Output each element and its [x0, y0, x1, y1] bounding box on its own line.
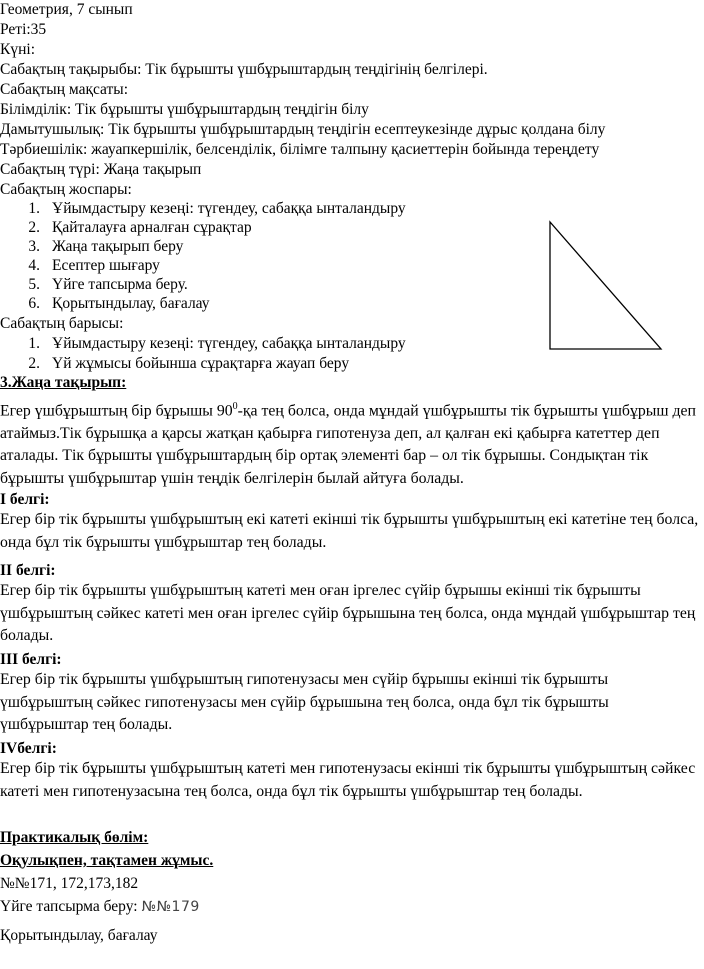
plan-item: Ұйымдастыру кезеңі: түгендеу, сабаққа ынталандыру [52, 200, 406, 217]
homework-line [0, 899, 200, 915]
practice-tasks: №№171, 172,173,182 [0, 875, 139, 892]
practice-subheading: Оқулықпен, тақтамен жұмыс. [0, 852, 214, 869]
new-topic-heading: 3.Жаңа тақырып: [0, 374, 127, 391]
plan-item-number: 4. [28, 257, 40, 274]
plan-item: Қайталауға арналған сұрақтар [52, 219, 252, 236]
closing-line: Қорытындылау, бағалау [0, 927, 158, 944]
date-line: Күні: [0, 41, 35, 58]
lesson-type: Сабақтың түрі: Жаңа тақырып [0, 161, 202, 178]
plan-item: Есептер шығару [52, 257, 160, 274]
topic-line: Сабақтың тақырыбы: Тік бұрышты үшбұрыштардың теңдігінің белгілері. [0, 61, 488, 78]
goal-educational: Білімділік: Тік бұрышты үшбұрыштардың теңдігін білу [0, 101, 369, 118]
sign-4-text: Егер бір тік бұрышты үшбұрыштың катеті мен гипотенузасы екінші тік бұрышты үшбұрыштың сәйкес катеті мен гипотенузасына тең болса, онда бұл тік бұрышты үшбұрыштар тең болады. [0, 760, 696, 800]
sign-3-text: Егер бір тік бұрышты үшбұрыштың гипотенузасы мен сүйір бұрышы екінші тік бұрышты үшбұрыштың сәйкес гипотенузасы мен сүйір бұрышына тең болса, онда бұл тік бұрышты үшбұрыштар тең болады. [0, 671, 609, 733]
plan-item-number: 3. [28, 238, 40, 255]
intro-text-after: -қа тең болса, онда мұндай үшбұрышты тік бұрышты үшбұрыш деп атаймыз.Тік бұрышқа а қарсы жатқан қабырға гипотенуза деп, ал қалған екі қабырға катеттер деп аталады. Тік бұрышты үшбұрыштардың бір ортақ элементі бар – ол тік бұрышы. Сондықтан тік бұрышты үшбұрыштар үшін теңдік белгілерін былай айтуға болады. [0, 402, 696, 487]
sign-3-title: III белгі: [0, 651, 62, 668]
progress-item-number: 2. [28, 355, 40, 372]
degree-superscript: 0 [232, 401, 238, 412]
plan-item-number: 5. [28, 276, 40, 293]
sign-2-title: II белгі: [0, 562, 56, 579]
right-triangle-figure [547, 219, 665, 353]
progress-item-number: 1. [28, 335, 40, 352]
sign-2-text: Егер бір тік бұрышты үшбұрыштың катеті мен оған іргелес сүйір бұрышы екінші тік бұрышты үшбұрыштың сәйкес катеті мен оған іргелес сүйір бұрышына тең болса, онда мұндай үшбұрыштар тең болады. [0, 582, 696, 644]
subject-line: Геометрия, 7 сынып [0, 1, 133, 18]
intro-text-before: Егер үшбұрыштың бір бұрышы 90 [0, 402, 233, 420]
progress-item: Үй жұмысы бойынша сұрақтарға жауап беру [52, 355, 350, 372]
homework-label: Үйге тапсырма беру: [0, 898, 142, 915]
plan-item: Жаңа тақырып беру [52, 238, 184, 255]
goal-upbringing: Тәрбиешілік: жауапкершілік, белсенділік, білімге талпыну қасиеттерін бойында тереңдету [0, 141, 600, 158]
plan-item-number: 2. [28, 219, 40, 236]
plan-item-number: 6. [28, 295, 40, 312]
sign-1-text: Егер бір тік бұрышты үшбұрыштың екі катеті екінші тік бұрышты үшбұрыштың екі катетіне тең болса, онда бұл тік бұрышты үшбұрыштар тең болады. [0, 511, 699, 551]
plan-item: Қорытындылау, бағалау [52, 295, 210, 312]
progress-heading: Сабақтың барысы: [0, 315, 124, 332]
order-line: Реті:35 [0, 21, 47, 38]
sign-1-title: I белгі: [0, 491, 50, 508]
goal-developmental: Дамытушылық: Тік бұрышты үшбұрыштардың теңдігін есептеукезінде дұрыс қолдана білу [0, 121, 606, 138]
homework-value: №№179 [141, 899, 200, 915]
goals-heading: Сабақтың мақсаты: [0, 81, 129, 98]
progress-item: Ұйымдастыру кезеңі: түгендеу, сабаққа ынталандыру [52, 335, 406, 352]
plan-item-number: 1. [28, 200, 40, 217]
practice-heading: Практикалық бөлім: [0, 829, 149, 846]
plan-heading: Сабақтың жоспары: [0, 181, 132, 198]
new-topic-intro [0, 396, 700, 490]
sign-4-title: IVбелгі: [0, 740, 57, 757]
plan-item: Үйге тапсырма беру. [52, 276, 188, 293]
